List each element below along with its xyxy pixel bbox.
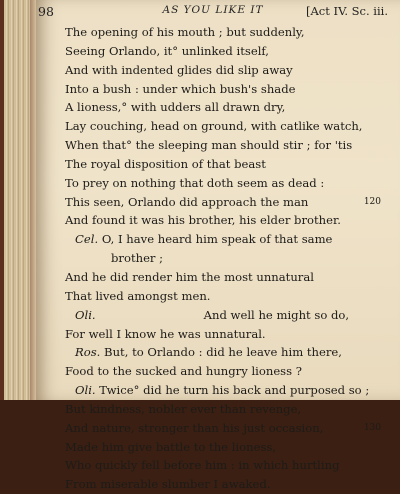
verse-line: The opening of his mouth ; but suddenly, [65, 25, 305, 39]
play-text [65, 23, 385, 494]
verse-line: From miserable slumber I awaked. [65, 477, 271, 492]
dialogue-line: Ros. But, to Orlando : did he leave him there, [75, 345, 342, 360]
dialogue-line: Oli. Twice° did he turn his back and purposed so ; [75, 383, 370, 398]
verse-line: Into a bush : under which bush's shade [65, 81, 296, 96]
verse-line: A lioness,° with udders all drawn dry, [65, 100, 286, 115]
page-number: 98 [38, 4, 54, 19]
verse-line: The royal disposition of that beast [65, 156, 266, 171]
verse-line: For well I know he was unnatural. [65, 326, 266, 341]
page-header [38, 4, 388, 22]
speaker-name: Oli. [75, 307, 96, 322]
dialogue-line: Cel. O, I have heard him speak of that same [75, 232, 333, 247]
verse-line: brother ; [111, 251, 164, 266]
verse-line: When that° the sleeping man should stir ; for 'tis [65, 138, 353, 153]
dialogue-line: Oli. And well he might so do, [75, 307, 350, 322]
verse-line: Food to the sucked and hungry lioness ? [65, 364, 302, 379]
act-scene-label: [Act IV. Sc. iii. [306, 4, 388, 18]
speaker-name: Cel. [75, 232, 99, 247]
verse-line: Seeing Orlando, it° unlinked itself, [65, 43, 269, 58]
verse-line: Made him give battle to the lioness, [65, 439, 277, 454]
verse-line: And found it was his brother, his elder brother. [65, 213, 341, 228]
verse-line: And he did render him the most unnatural [65, 269, 314, 284]
page-edges [0, 0, 30, 400]
verse-line: And with indented glides did slip away [65, 62, 293, 77]
verse-line: To prey on nothing that doth seem as dead : [65, 175, 325, 190]
book-spine [0, 0, 4, 400]
verse-line: Lay couching, head on ground, with catlike watch, [65, 119, 363, 134]
speaker-name: Oli. [75, 383, 96, 398]
verse-line: That lived amongst men. [65, 288, 211, 303]
verse-line: This seen, Orlando did approach the man 120 [65, 193, 385, 212]
speaker-name: Ros. [75, 345, 101, 360]
running-title: AS YOU LIKE IT [162, 4, 264, 16]
line-number: 130 [363, 422, 381, 433]
verse-line: Who quickly fell before him : in which hurtling [65, 458, 340, 473]
verse-line: And nature, stronger than his just occasion, 130 [65, 419, 385, 438]
line-number: 120 [363, 196, 381, 207]
verse-line: But kindness, nobler ever than revenge, [65, 401, 302, 416]
